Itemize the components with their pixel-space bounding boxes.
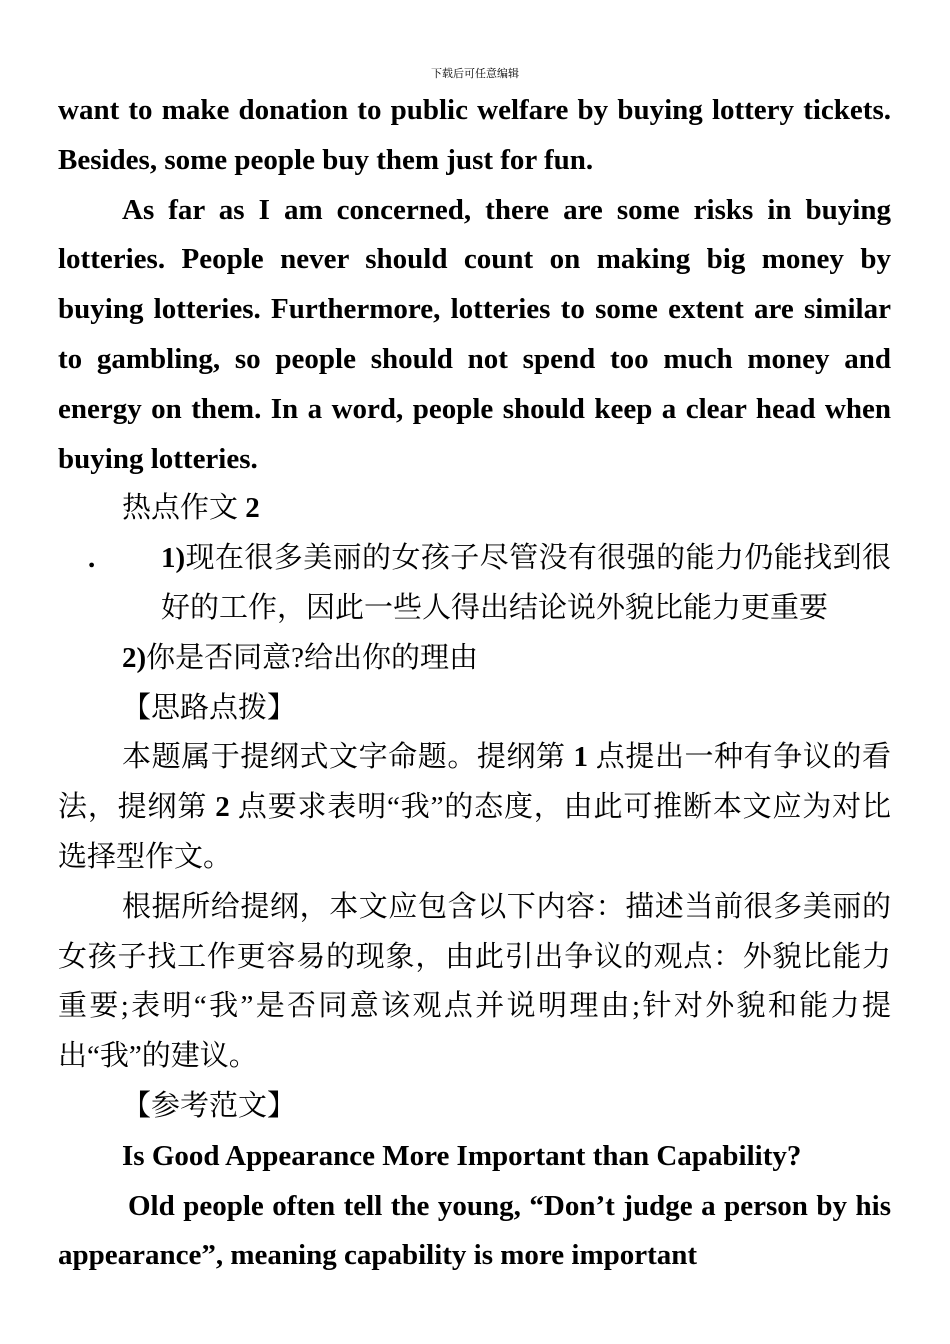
page-header-note: 下载后可任意编辑 bbox=[431, 67, 519, 80]
bullet-dot: . bbox=[88, 542, 96, 575]
hot-topic-number: 2 bbox=[245, 492, 260, 525]
outline-item-1-text: 现在很多美丽的女孩子尽管没有很强的能力仍能找到很好的工作，因此一些人得出结论说外貌比能力更重要 bbox=[161, 542, 891, 624]
outline-item-2-text: 你是否同意?给出你的理由 bbox=[146, 641, 479, 674]
document-body bbox=[58, 86, 891, 1281]
hot-topic-label: 热点作文 bbox=[122, 492, 239, 525]
paragraph-analysis-1 bbox=[58, 733, 891, 882]
section-title-sample: 【参考范文】 bbox=[122, 1089, 297, 1122]
section-title-analysis: 【思路点拨】 bbox=[122, 691, 297, 724]
hot-topic-heading bbox=[58, 484, 891, 534]
outline-item-1-number: 1) bbox=[161, 542, 186, 575]
outline-item-2 bbox=[58, 634, 891, 684]
outline-item-2-number: 2) bbox=[122, 641, 147, 674]
essay-title: Is Good Appearance More Important than Capability? bbox=[122, 1139, 802, 1172]
paragraph-analysis-2: 根据所给提纲，本文应包含以下内容：描述当前很多美丽的女孩子找工作更容易的现象，由此引出争议的观点：外貌比能力重要;表明“我”是否同意该观点并说明理由;针对外貌和能力提出“我”的建议。 bbox=[58, 890, 891, 1073]
analysis-number-2: 2 bbox=[215, 791, 230, 824]
analysis-text-c: 点要求表明“我”的态度，由此可推断本文应为对比选择型作文。 bbox=[58, 791, 892, 873]
paragraph-lottery-reasons: want to make donation to public welfare by buying lottery tickets. Besides, some people buy them just for fun. bbox=[58, 94, 891, 176]
essay-paragraph-1: Old people often tell the young, “Don’t judge a person by his appearance”, meaning capability is more important bbox=[58, 1189, 891, 1272]
analysis-text-a: 本题属于提纲式文字命题。提纲第 bbox=[122, 741, 566, 774]
outline-item-1 bbox=[58, 534, 891, 634]
paragraph-lottery-risks: As far as I am concerned, there are some risks in buying lotteries. People never should count on making big money by buying lotteries. Furthermore, lotteries to some extent are similar to gambling, so people should not spend too much money and energy on them. In a word, people should keep a clear head when buying lotteries. bbox=[58, 193, 891, 475]
analysis-text-b: 点提出一种有争议的看法，提纲第 bbox=[58, 741, 891, 824]
analysis-number-1: 1 bbox=[573, 741, 588, 774]
